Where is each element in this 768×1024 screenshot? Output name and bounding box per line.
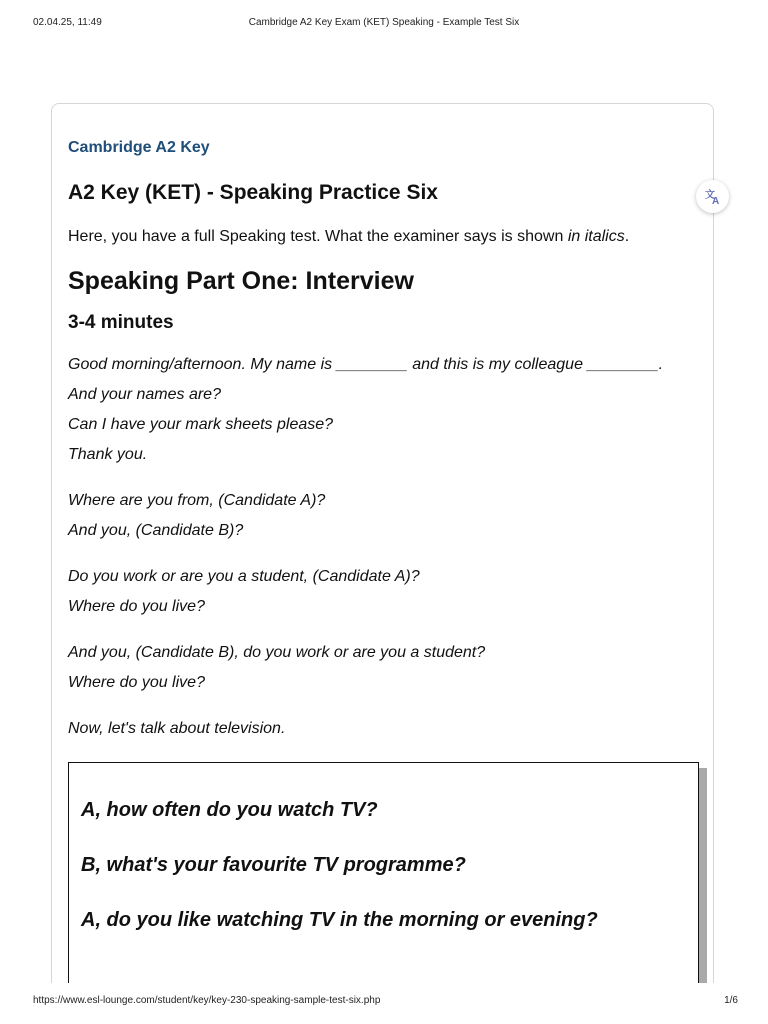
intro-text-start: Here, you have a full Speaking test. What the examiner says is shown xyxy=(68,228,568,245)
intro-italic: in italics xyxy=(567,228,625,245)
svg-text:文: 文 xyxy=(704,189,715,201)
script-line: And you, (Candidate B)? xyxy=(68,522,244,539)
translate-icon xyxy=(704,188,722,206)
site-link[interactable]: Cambridge A2 Key xyxy=(68,139,210,156)
print-url: https://www.esl-lounge.com/student/key/key-230-speaking-sample-test-six.php xyxy=(33,995,381,1006)
print-page-number: 1/6 xyxy=(724,995,738,1006)
section-heading: Speaking Part One: Interview xyxy=(68,267,414,295)
script-line: Good morning/afternoon. My name is ________ and this is my colleague ________. xyxy=(68,356,664,373)
intro-text xyxy=(68,228,629,246)
print-date: 02.04.25, 11:49 xyxy=(33,17,102,28)
script-line: Do you work or are you a student, (Candidate A)? xyxy=(68,568,420,585)
question-item: A, how often do you watch TV? xyxy=(81,799,378,821)
question-item: B, what's your favourite TV programme? xyxy=(81,854,466,876)
script-line: Where do you live? xyxy=(68,674,205,691)
translate-button[interactable] xyxy=(696,180,729,213)
script-line: Can I have your mark sheets please? xyxy=(68,416,334,433)
question-box-shadow xyxy=(699,768,707,983)
script-line: And your names are? xyxy=(68,386,221,403)
question-box xyxy=(68,762,699,983)
script-line: Thank you. xyxy=(68,446,148,463)
script-line: Now, let's talk about television. xyxy=(68,720,286,737)
duration-label: 3-4 minutes xyxy=(68,312,174,333)
script-line: Where are you from, (Candidate A)? xyxy=(68,492,326,509)
script-line: Where do you live? xyxy=(68,598,205,615)
svg-text:A: A xyxy=(711,195,719,206)
intro-text-end: . xyxy=(624,228,630,245)
content-card xyxy=(51,103,714,983)
script-line: And you, (Candidate B), do you work or are you a student? xyxy=(68,644,486,661)
print-title: Cambridge A2 Key Exam (KET) Speaking - Example Test Six xyxy=(248,17,520,28)
question-item: A, do you like watching TV in the morning or evening? xyxy=(81,909,598,931)
page-heading: A2 Key (KET) - Speaking Practice Six xyxy=(68,181,438,204)
